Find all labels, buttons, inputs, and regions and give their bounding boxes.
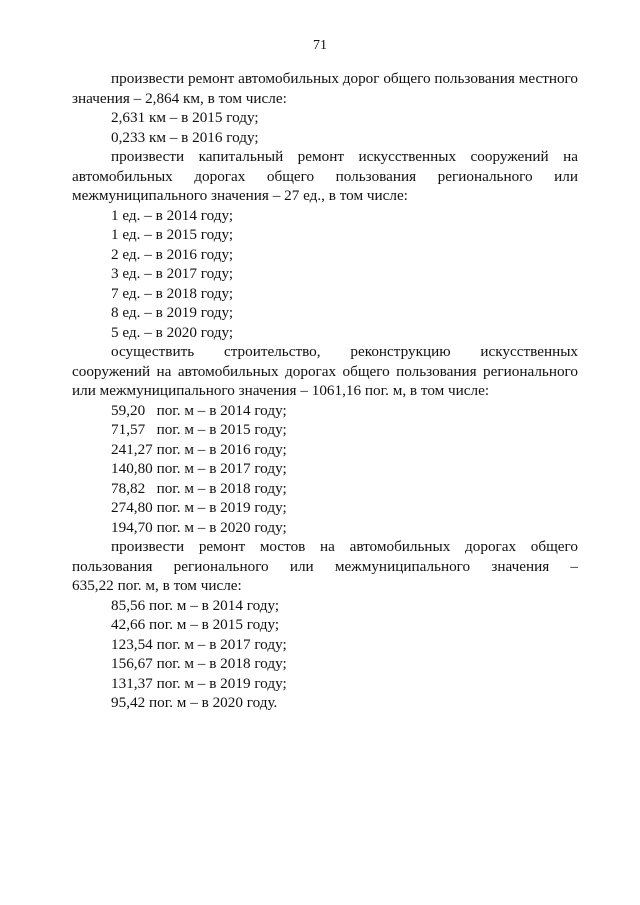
list-item: 78,82 пог. м – в 2018 году;: [111, 479, 287, 497]
paragraph-line: 635,22 пог. м, в том числе:: [72, 577, 242, 594]
list-item: 156,67 пог. м – в 2018 году;: [111, 655, 287, 672]
list-item: 1 ед. – в 2015 году;: [111, 226, 234, 243]
list-item: 71,57 пог. м – в 2015 году;: [111, 421, 287, 438]
list-item: 194,70 пог. м – в 2020 году;: [111, 518, 287, 536]
document-body: [72, 69, 578, 713]
paragraph-line: произвести ремонт автомобильных дорог общего пользования местного: [111, 70, 578, 87]
paragraph-capital-repair-structures: [72, 147, 578, 342]
list-item: 241,27 пог. м – в 2016 году;: [111, 440, 287, 458]
paragraph-line: осуществить строительство, реконструкцию искусственных: [111, 343, 578, 360]
paragraph-line: пользования регионального или межмуниципального значения –: [72, 557, 578, 575]
list-item: 131,37 пог. м – в 2019 году;: [111, 674, 287, 692]
paragraph-road-repair: [72, 69, 578, 147]
list-item: 2,631 км – в 2015 году;: [111, 109, 259, 126]
list-item: 85,56 пог. м – в 2014 году;: [111, 596, 280, 614]
list-item: 2 ед. – в 2016 году;: [111, 245, 234, 263]
list-item: 140,80 пог. м – в 2017 году;: [111, 460, 287, 477]
paragraph-line: произвести ремонт мостов на автомобильных дорогах общего: [111, 538, 578, 555]
list-item: 5 ед. – в 2020 году;: [111, 323, 234, 341]
list-item: 42,66 пог. м – в 2015 году;: [111, 616, 280, 633]
paragraph-line: значения – 2,864 км, в том числе:: [72, 89, 287, 107]
paragraph-line: межмуниципального значения – 27 ед., в том числе:: [72, 187, 408, 204]
list-item: 7 ед. – в 2018 году;: [111, 284, 234, 302]
paragraph-construction-structures: [72, 342, 578, 537]
list-item: 95,42 пог. м – в 2020 году.: [111, 694, 278, 711]
list-item: 0,233 км – в 2016 году;: [111, 128, 259, 146]
list-item: 59,20 пог. м – в 2014 году;: [111, 401, 287, 419]
paragraph-line: произвести капитальный ремонт искусственных сооружений на: [111, 148, 578, 165]
paragraph-bridge-repair: [72, 537, 578, 713]
list-item: 1 ед. – в 2014 году;: [111, 206, 234, 224]
paragraph-line: или межмуниципального значения – 1061,16 пог. м, в том числе:: [72, 382, 490, 399]
list-item: 8 ед. – в 2019 году;: [111, 304, 234, 321]
list-item: 3 ед. – в 2017 году;: [111, 265, 234, 282]
page-number: 71: [313, 38, 327, 53]
list-item: 274,80 пог. м – в 2019 году;: [111, 499, 287, 516]
paragraph-line: сооружений на автомобильных дорогах общего пользования регионального: [72, 362, 578, 380]
list-item: 123,54 пог. м – в 2017 году;: [111, 635, 287, 653]
paragraph-line: автомобильных дорогах общего пользования регионального или: [72, 167, 578, 185]
